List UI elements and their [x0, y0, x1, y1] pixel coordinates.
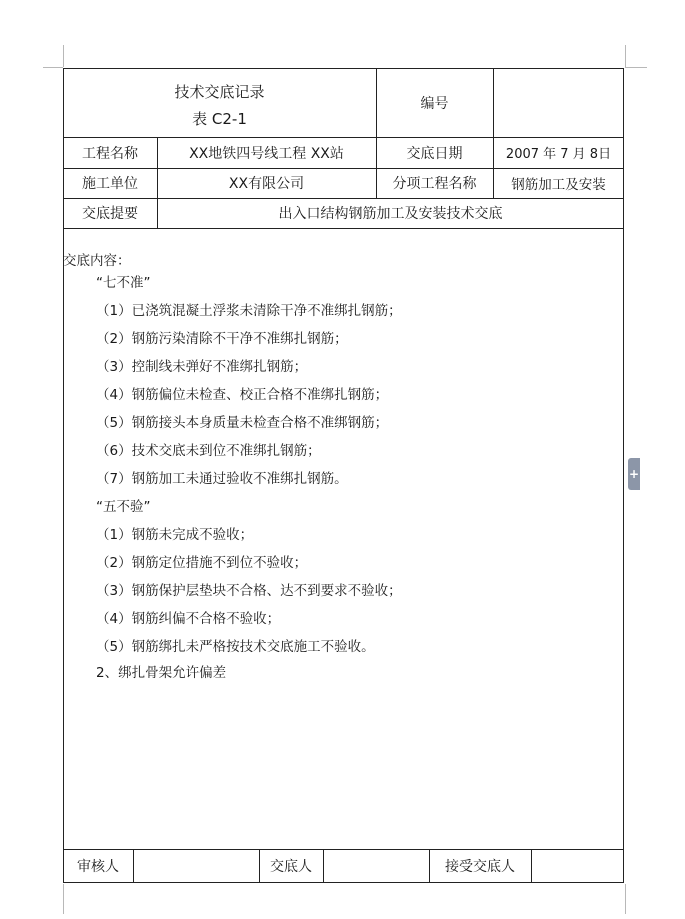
- form-title: 技术交底记录: [174, 83, 265, 101]
- crop-mark-bottom-right-v: [625, 884, 626, 914]
- five-rule-item: （3）钢筋保护层垫块不合格、达不到要求不验收；: [96, 583, 402, 599]
- crop-mark-top-right-h: [625, 67, 647, 68]
- crop-mark-bottom-left-v: [63, 884, 64, 914]
- discloser-value: [323, 849, 429, 883]
- seven-rule-item: （7）钢筋加工未通过验收不准绑扎钢筋。: [96, 471, 348, 487]
- five-rule-item: （2）钢筋定位措施不到位不验收；: [96, 555, 308, 571]
- contractor-value: XX有限公司: [228, 176, 305, 192]
- seven-rule-item: （6）技术交底未到位不准绑扎钢筋；: [96, 443, 321, 459]
- date-value: 2007 年 7 月 8日: [505, 147, 612, 162]
- crop-mark-top-left-h: [43, 67, 63, 68]
- seven-rules-title: “七不准”: [96, 275, 151, 291]
- five-rule-item: （5）钢筋绑扎未严格按技术交底施工不验收。: [96, 639, 375, 655]
- seven-rule-item: （1）已浇筑混凝土浮浆未清除干净不准绑扎钢筋；: [96, 303, 402, 319]
- date-label: 交底日期: [406, 145, 463, 162]
- summary-value: 出入口结构钢筋加工及安装技术交底: [278, 206, 503, 222]
- crop-mark-top-right-v: [625, 45, 626, 67]
- crop-mark-top-left-v: [63, 45, 64, 67]
- expand-tab-plus-icon[interactable]: +: [628, 458, 640, 490]
- seven-rule-item: （2）钢筋污染清除不干净不准绑扎钢筋；: [96, 331, 348, 347]
- subitem-value: 钢筋加工及安装: [511, 177, 606, 193]
- number-label: 编号: [420, 95, 449, 112]
- five-rule-item: （4）钢筋纠偏不合格不验收；: [96, 611, 281, 627]
- subitem-label: 分项工程名称: [392, 176, 477, 192]
- receiver-value: [531, 849, 624, 883]
- number-value: [493, 68, 624, 137]
- seven-rule-item: （4）钢筋偏位未检查、校正合格不准绑扎钢筋；: [96, 387, 389, 403]
- seven-rule-item: （3）控制线未弹好不准绑扎钢筋；: [96, 359, 308, 375]
- tolerance-title: 2、绑扎骨架允许偏差: [96, 665, 227, 681]
- receiver-label: 接受交底人: [445, 859, 515, 875]
- discloser-label: 交底人: [270, 859, 312, 875]
- project-name-label: 工程名称: [82, 145, 138, 162]
- five-rules-title: “五不验”: [96, 499, 151, 515]
- reviewer-value: [133, 849, 259, 883]
- row-divider: [63, 228, 624, 229]
- seven-rule-item: （5）钢筋接头本身质量未检查合格不准绑钢筋；: [96, 415, 389, 431]
- content-heading: 交底内容：: [63, 253, 131, 269]
- project-name-value: XX地铁四号线工程 XX站: [189, 145, 344, 162]
- reviewer-label: 审核人: [77, 859, 119, 875]
- contractor-label: 施工单位: [82, 176, 138, 192]
- summary-label: 交底提要: [82, 206, 138, 222]
- form-number: 表 C2-1: [192, 110, 247, 128]
- five-rule-item: （1）钢筋未完成不验收；: [96, 527, 254, 543]
